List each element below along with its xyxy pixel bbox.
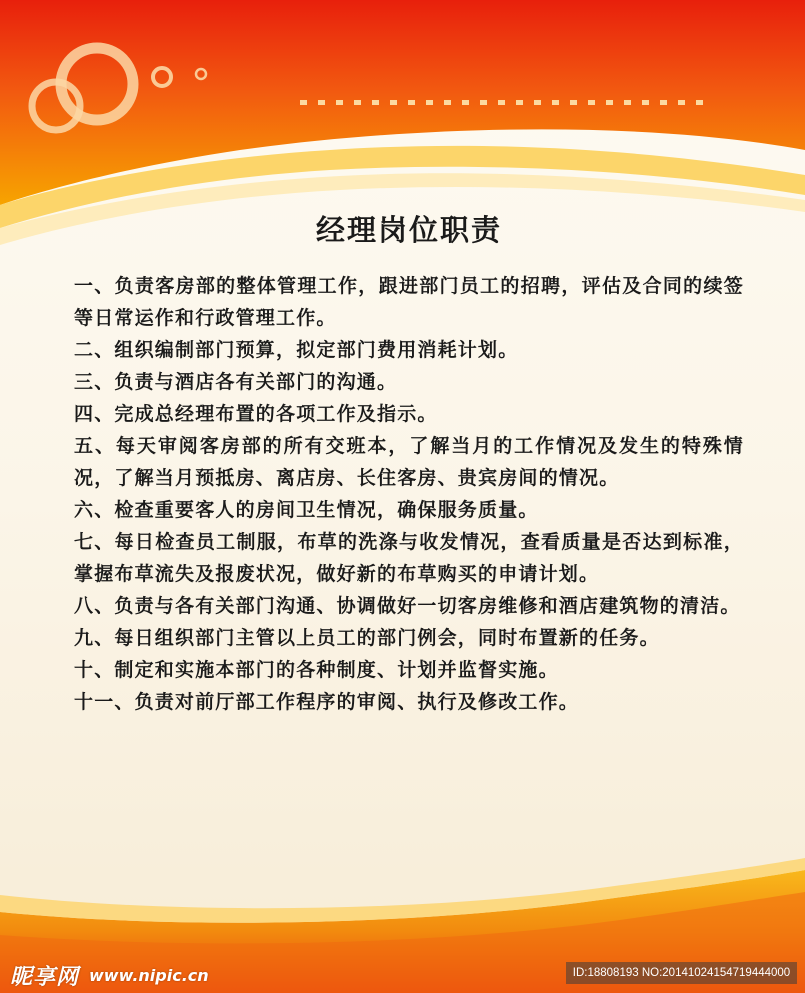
list-item: 四、完成总经理布置的各项工作及指示。	[74, 403, 438, 425]
document-title: 经理岗位职责	[315, 213, 502, 247]
image-id-bar: ID:18808193 NO:20141024154719444000	[566, 962, 797, 984]
dot-row	[300, 100, 703, 105]
list-item: 十一、负责对前厅部工作程序的审阅、执行及修改工作。	[74, 691, 580, 713]
responsibility-list	[74, 270, 744, 718]
watermark	[10, 962, 209, 988]
list-item: 五、每天审阅客房部的所有交班本，了解当月的工作情况及发生的特殊情况，了解当月预抵房、离店房、长住客房、贵宾房间的情况。	[74, 435, 744, 489]
list-item: 三、负责与酒店各有关部门的沟通。	[74, 371, 398, 393]
list-item: 十、制定和实施本部门的各种制度、计划并监督实施。	[74, 659, 559, 681]
list-item: 六、检查重要客人的房间卫生情况，确保服务质量。	[74, 499, 539, 521]
list-item: 一、负责客房部的整体管理工作，跟进部门员工的招聘，评估及合同的续签等日常运作和行政管理工作。	[74, 275, 744, 329]
document-body	[74, 210, 744, 718]
list-item: 八、负责与各有关部门沟通、协调做好一切客房维修和酒店建筑物的清洁。	[74, 595, 741, 617]
watermark-url: www.nipic.cn	[89, 965, 209, 985]
list-item: 九、每日组织部门主管以上员工的部门例会，同时布置新的任务。	[74, 627, 660, 649]
list-item: 二、组织编制部门预算，拟定部门费用消耗计划。	[74, 339, 519, 361]
watermark-logo: 昵享网	[10, 964, 80, 990]
list-item: 七、每日检查员工制服，布草的洗涤与收发情况，查看质量是否达到标准，掌握布草流失及报废状况，做好新的布草购买的申请计划。	[74, 531, 744, 585]
